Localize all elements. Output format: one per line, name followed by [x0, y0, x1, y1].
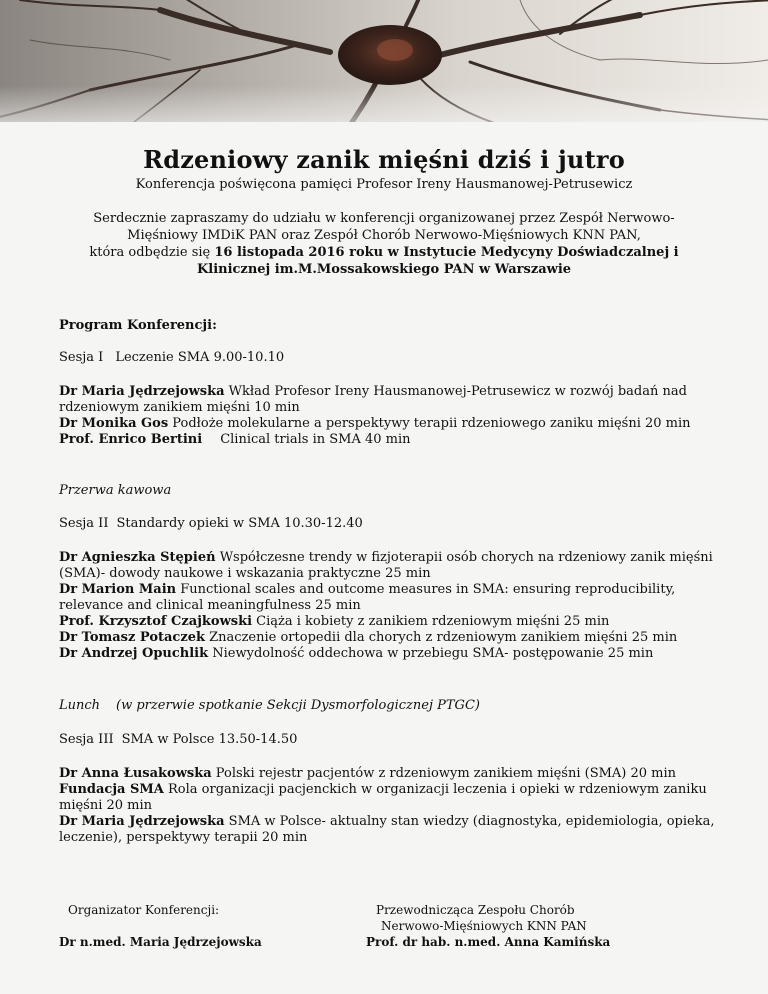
- talk-item: Prof. Enrico Bertini Clinical trials in SMA 40 min: [59, 432, 411, 447]
- session-2-header: Sesja II Standardy opieki w SMA 10.30-12.40: [59, 516, 363, 531]
- talk-item: Dr Andrzej Opuchlik Niewydolność oddechowa w przebiegu SMA- postępowanie 25 min: [59, 646, 654, 661]
- chair-role-line2: Nerwowo-Mięśniowych KNN PAN: [381, 919, 587, 933]
- talk-item: Dr Maria Jędrzejowska SMA w Polsce- aktualny stan wiedzy (diagnostyka, epidemiologia, opieka, leczenie), perspektywy terapii 20 min: [59, 814, 715, 845]
- talk-item: Prof. Krzysztof Czajkowski Ciąża i kobiety z zanikiem rdzeniowym mięśni 25 min: [59, 614, 610, 629]
- coffee-break: Przerwa kawowa: [59, 483, 172, 498]
- talk-item: Dr Monika Gos Podłoże molekularne a perspektywy terapii rdzeniowego zaniku mięśni 20 min: [59, 416, 691, 431]
- event-date-venue: 16 listopada 2016 roku w Instytucie Medycyny Doświadczalnej i: [214, 245, 679, 260]
- talk-item: Dr Maria Jędrzejowska Wkład Profesor Ireny Hausmanowej-Petrusewicz w rozwój badań nad rdzeniowym zanikiem mięśni 10 min: [59, 384, 687, 415]
- chair-role-line1: Przewodnicząca Zespołu Chorób: [376, 903, 575, 917]
- session-3-talks: [59, 766, 719, 846]
- organizer-name: Dr n.med. Maria Jędrzejowska: [59, 935, 262, 949]
- invitation-line: Serdecznie zapraszamy do udziału w konferencji organizowanej przez Zespół Nerwowo-: [93, 211, 675, 226]
- organizer-role: Organizator Konferencji:: [68, 903, 220, 917]
- event-venue: Klinicznej im.M.Mossakowskiego PAN w Warszawie: [196, 262, 572, 277]
- program-heading: Program Konferencji:: [59, 318, 217, 333]
- session-2-talks: [59, 550, 719, 662]
- talk-item: Dr Marion Main Functional scales and outcome measures in SMA: ensuring reproducibility, relevance and clinical meaningfulness 25 min: [59, 582, 676, 613]
- session-3-header: Sesja III SMA w Polsce 13.50-14.50: [59, 732, 298, 747]
- invitation-text: [40, 210, 728, 278]
- invitation-line: [40, 261, 728, 278]
- invitation-line: Mięśniowy IMDiK PAN oraz Zespół Chorób Nerwowo-Mięśniowych KNN PAN,: [127, 228, 641, 243]
- talk-item: Dr Tomasz Potaczek Znaczenie ortopedii dla chorych z rdzeniowym zanikiem mięśni 25 min: [59, 630, 678, 645]
- session-1-header: Sesja I Leczenie SMA 9.00-10.10: [59, 350, 285, 365]
- talk-item: Dr Anna Łusakowska Polski rejestr pacjentów z rdzeniowym zanikiem mięśni (SMA) 20 min: [59, 766, 677, 781]
- page-title: Rdzeniowy zanik mięśni dziś i jutro: [143, 145, 625, 174]
- invitation-line: która odbędzie się 16 listopada 2016 roku w Instytucie Medycyny Doświadczalnej i: [89, 245, 679, 260]
- lunch-break: Lunch (w przerwie spotkanie Sekcji Dysmorfologicznej PTGC): [59, 698, 480, 713]
- chair-name: Prof. dr hab. n.med. Anna Kamińska: [366, 935, 611, 949]
- neuron-illustration: [0, 0, 768, 122]
- neuron-banner-image: [0, 0, 768, 122]
- talk-item: Fundacja SMA Rola organizacji pacjenckich w organizacji leczenia i opieki w rdzeniowym zaniku mięśni 20 min: [59, 782, 707, 813]
- session-1-talks: [59, 384, 719, 448]
- page-subtitle: Konferencja poświęcona pamięci Profesor Ireny Hausmanowej-Petrusewicz: [135, 177, 633, 192]
- talk-item: Dr Agnieszka Stępień Współczesne trendy w fizjoterapii osób chorych na rdzeniowy zanik mięśni (SMA)- dowody naukowe i wskazania praktyczne 25 min: [59, 550, 713, 581]
